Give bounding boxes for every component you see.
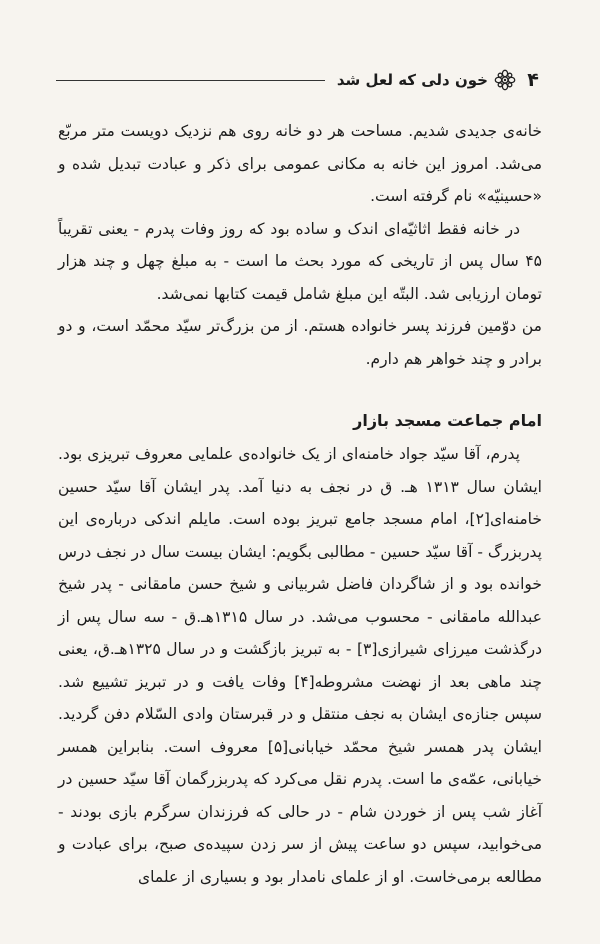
floral-rosette-icon bbox=[494, 69, 516, 91]
paragraph: خانه‌ی جدیدی شدیم. مساحت هر دو خانه روی هم نزدیک دویست متر مربّع می‌شد. امروز این خانه به مکانی عمومی برای ذکر و عبادت تبدیل شده و «حسینیّه» نام گرفته است. bbox=[58, 122, 542, 205]
paragraph: من دوّمین فرزند پسر خانواده هستم. از من بزرگ‌تر سیّد محمّد است، و دو برادر و چند خواهر هم دارم. bbox=[58, 317, 542, 368]
section-2-text bbox=[58, 438, 542, 893]
paragraph: پدرم، آقا سیّد جواد خامنه‌ای از یک خانواده‌ی علمایی معروف تبریزی بود. ایشان سال ۱۳۱۳ هـ. ق در نجف به دنیا آمد. پدر ایشان آقا سیّد حسین خامنه‌ای[۲]، امام مسجد جامع تبریز بوده است. مایلم اندکی درباره‌ی این پدربزرگ - آقا سیّد حسین - مطالبی بگویم: ایشان بیست سال در نجف درس خوانده بود و از شاگردان فاضل شربیانی و شیخ حسن مامقانی - پدر شیخ عبدالله مامقانی - محسوب می‌شد. در سال ۱۳۱۵هـ.ق - سه سال پس از درگذشت میرزای شیرازی[۳] - به تبریز بازگشت و در سال ۱۳۲۵هـ.ق، یعنی چند ماهی بعد از نهضت مشروطه[۴] وفات یافت و در تبریز تشییع شد. سپس جنازه‌ی ایشان به نجف منتقل و در قبرستان وادی السّلام دفن گردید. ایشان پدر همسر شیخ محمّد خیابانی[۵] معروف است. بنابراین همسر خیابانی، عمّه‌ی ما است. پدرم نقل می‌کرد که پدربزرگمان آقا سیّد حسین در آغاز شب پس از خوردن شام - در حالی که فرزندان سرگرم بازی بودند - می‌خوابید، سپس دو ساعت پیش از سر زدن سپیده‌ی صبح، برای عبادت و مطالعه برمی‌خاست. او از علمای نامدار بود و بسیاری از علمای bbox=[58, 445, 543, 886]
page-number: ۴ bbox=[527, 69, 539, 91]
paragraph: در خانه فقط اثاثیّه‌ای اندک و ساده بود که روز وفات پدرم - یعنی تقریباً ۴۵ سال پس از تاریخی که مورد بحث ما است - به مبلغ چهل و چند هزار تومان ارزیابی شد. البتّه این مبلغ شامل قیمت کتابها نمی‌شد. bbox=[58, 219, 542, 303]
running-title: خون دلی که لعل شد bbox=[336, 71, 488, 89]
section-1-text bbox=[58, 115, 542, 375]
running-header bbox=[56, 66, 542, 94]
header-rule bbox=[56, 80, 325, 81]
section-heading: امام جماعت مسجد بازار bbox=[353, 411, 542, 430]
